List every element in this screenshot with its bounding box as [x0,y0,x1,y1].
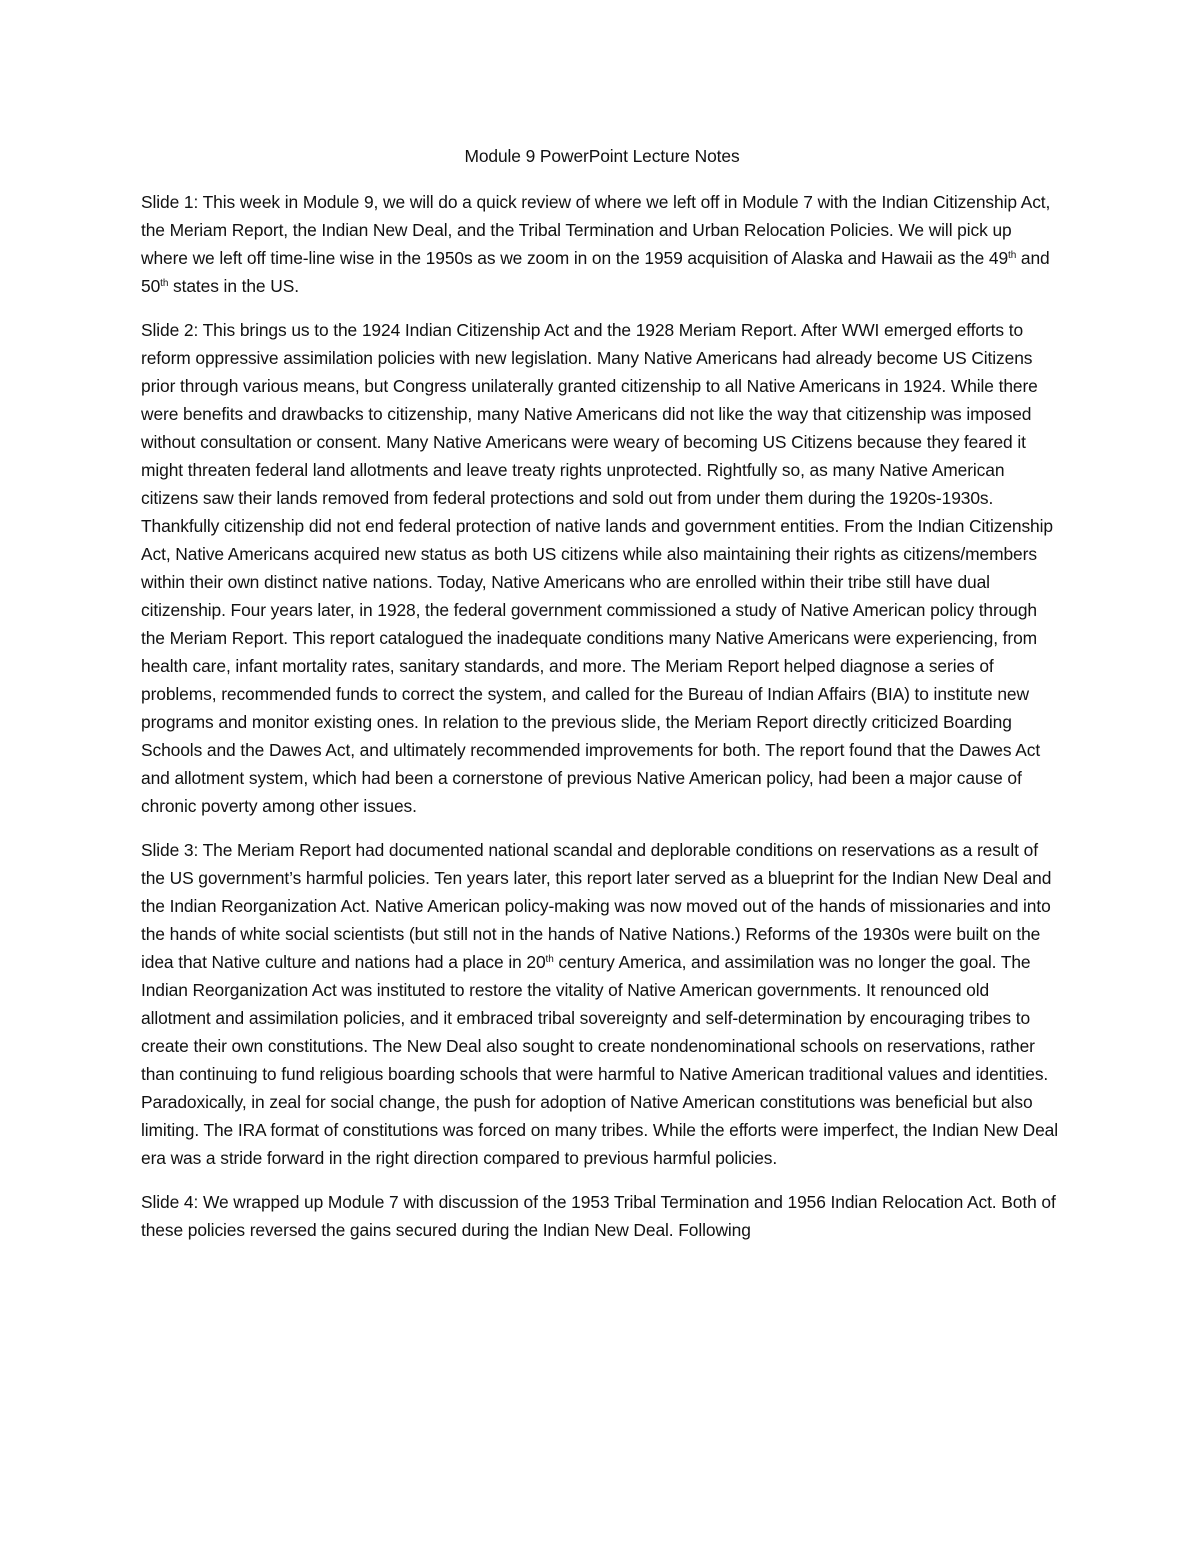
slide-2-paragraph [141,316,1063,820]
ordinal-superscript: th [160,278,169,289]
ordinal-superscript: th [545,954,554,965]
slide-1-text-b: and 50 [141,248,1050,296]
slide-3-text-a: The Meriam Report had documented national scandal and deplorable conditions on reservations as a result of the US government’s harmful policies. Ten years later, this report later served as a blueprint for the Indian New Deal and the Indian Reorganization Act. Native American policy-making was now moved out of the hands of missionaries and into the hands of white social scientists (but still not in the hands of Native Nations.) Reforms of the 1930s were built on the idea that Native culture and nations had a place in 20 [141,840,1052,972]
slide-3-text-b: century America, and assimilation was no longer the goal. The Indian Reorganization Act was instituted to restore the vitality of Native American governments. It renounced old allotment and assimilation policies, and it embraced tribal sovereignty and self-determination by encouraging tribes to create their own constitutions. The New Deal also sought to create nondenominational schools on reservations, rather than continuing to fund religious boarding schools that were harmful to Native American traditional values and identities. Paradoxically, in zeal for social change, the push for adoption of Native American constitutions was beneficial but also limiting. The IRA format of constitutions was forced on many tribes. While the efforts were imperfect, the Indian New Deal era was a stride forward in the right direction compared to previous harmful policies. [141,952,1059,1168]
slide-4-text: We wrapped up Module 7 with discussion of the 1953 Tribal Termination and 1956 Indian Relocation Act. Both of these policies reversed the gains secured during the Indian New Deal. Following [141,1192,1056,1240]
slide-4-paragraph [141,1188,1063,1244]
slide-2-text: This brings us to the 1924 Indian Citizenship Act and the 1928 Meriam Report. After WWI emerged efforts to reform oppressive assimilation policies with new legislation. Many Native Americans had already become US Citizens prior through various means, but Congress unilaterally granted citizenship to all Native Americans in 1924. While there were benefits and drawbacks to citizenship, many Native Americans did not like the way that citizenship was imposed without consultation or consent. Many Native Americans were weary of becoming US Citizens because they feared it might threaten federal land allotments and leave treaty rights unprotected. Rightfully so, as many Native American citizens saw their lands removed from federal protections and sold out from under them during the 1920s-1930s. Thankfully citizenship did not end federal protection of native lands and government entities. From the Indian Citizenship Act, Native Americans acquired new status as both US citizens while also maintaining their rights as citizens/members within their own distinct native nations. Today, Native Americans who are enrolled within their tribe still have dual citizenship. Four years later, in 1928, the federal government commissioned a study of Native American policy through the Meriam Report. This report catalogued the inadequate conditions many Native Americans were experiencing, from health care, infant mortality rates, sanitary standards, and more. The Meriam Report helped diagnose a series of problems, recommended funds to correct the system, and called for the Bureau of Indian Affairs (BIA) to institute new programs and monitor existing ones. In relation to the previous slide, the Meriam Report directly criticized Boarding Schools and the Dawes Act, and ultimately recommended improvements for both. The report found that the Dawes Act and allotment system, which had been a cornerstone of previous Native American policy, had been a major cause of chronic poverty among other issues. [141,320,1053,816]
slide-1-text-c: states in the US. [168,276,299,296]
slide-4-label: Slide 4: [141,1192,199,1212]
slide-2-label: Slide 2: [141,320,199,340]
slide-3-paragraph [141,836,1063,1172]
document-title: Module 9 PowerPoint Lecture Notes [464,146,740,166]
slide-1-paragraph [141,188,1063,300]
document-body [141,142,1063,1260]
ordinal-superscript: th [1008,250,1017,261]
slide-1-text-a: This week in Module 9, we will do a quick review of where we left off in Module 7 with the Indian Citizenship Act, the Meriam Report, the Indian New Deal, and the Tribal Termination and Urban Relocation Policies. We will pick up where we left off time-line wise in the 1950s as we zoom in on the 1959 acquisition of Alaska and Hawaii as the 49 [141,192,1051,268]
slide-3-label: Slide 3: [141,840,199,860]
slide-1-label: Slide 1: [141,192,199,212]
